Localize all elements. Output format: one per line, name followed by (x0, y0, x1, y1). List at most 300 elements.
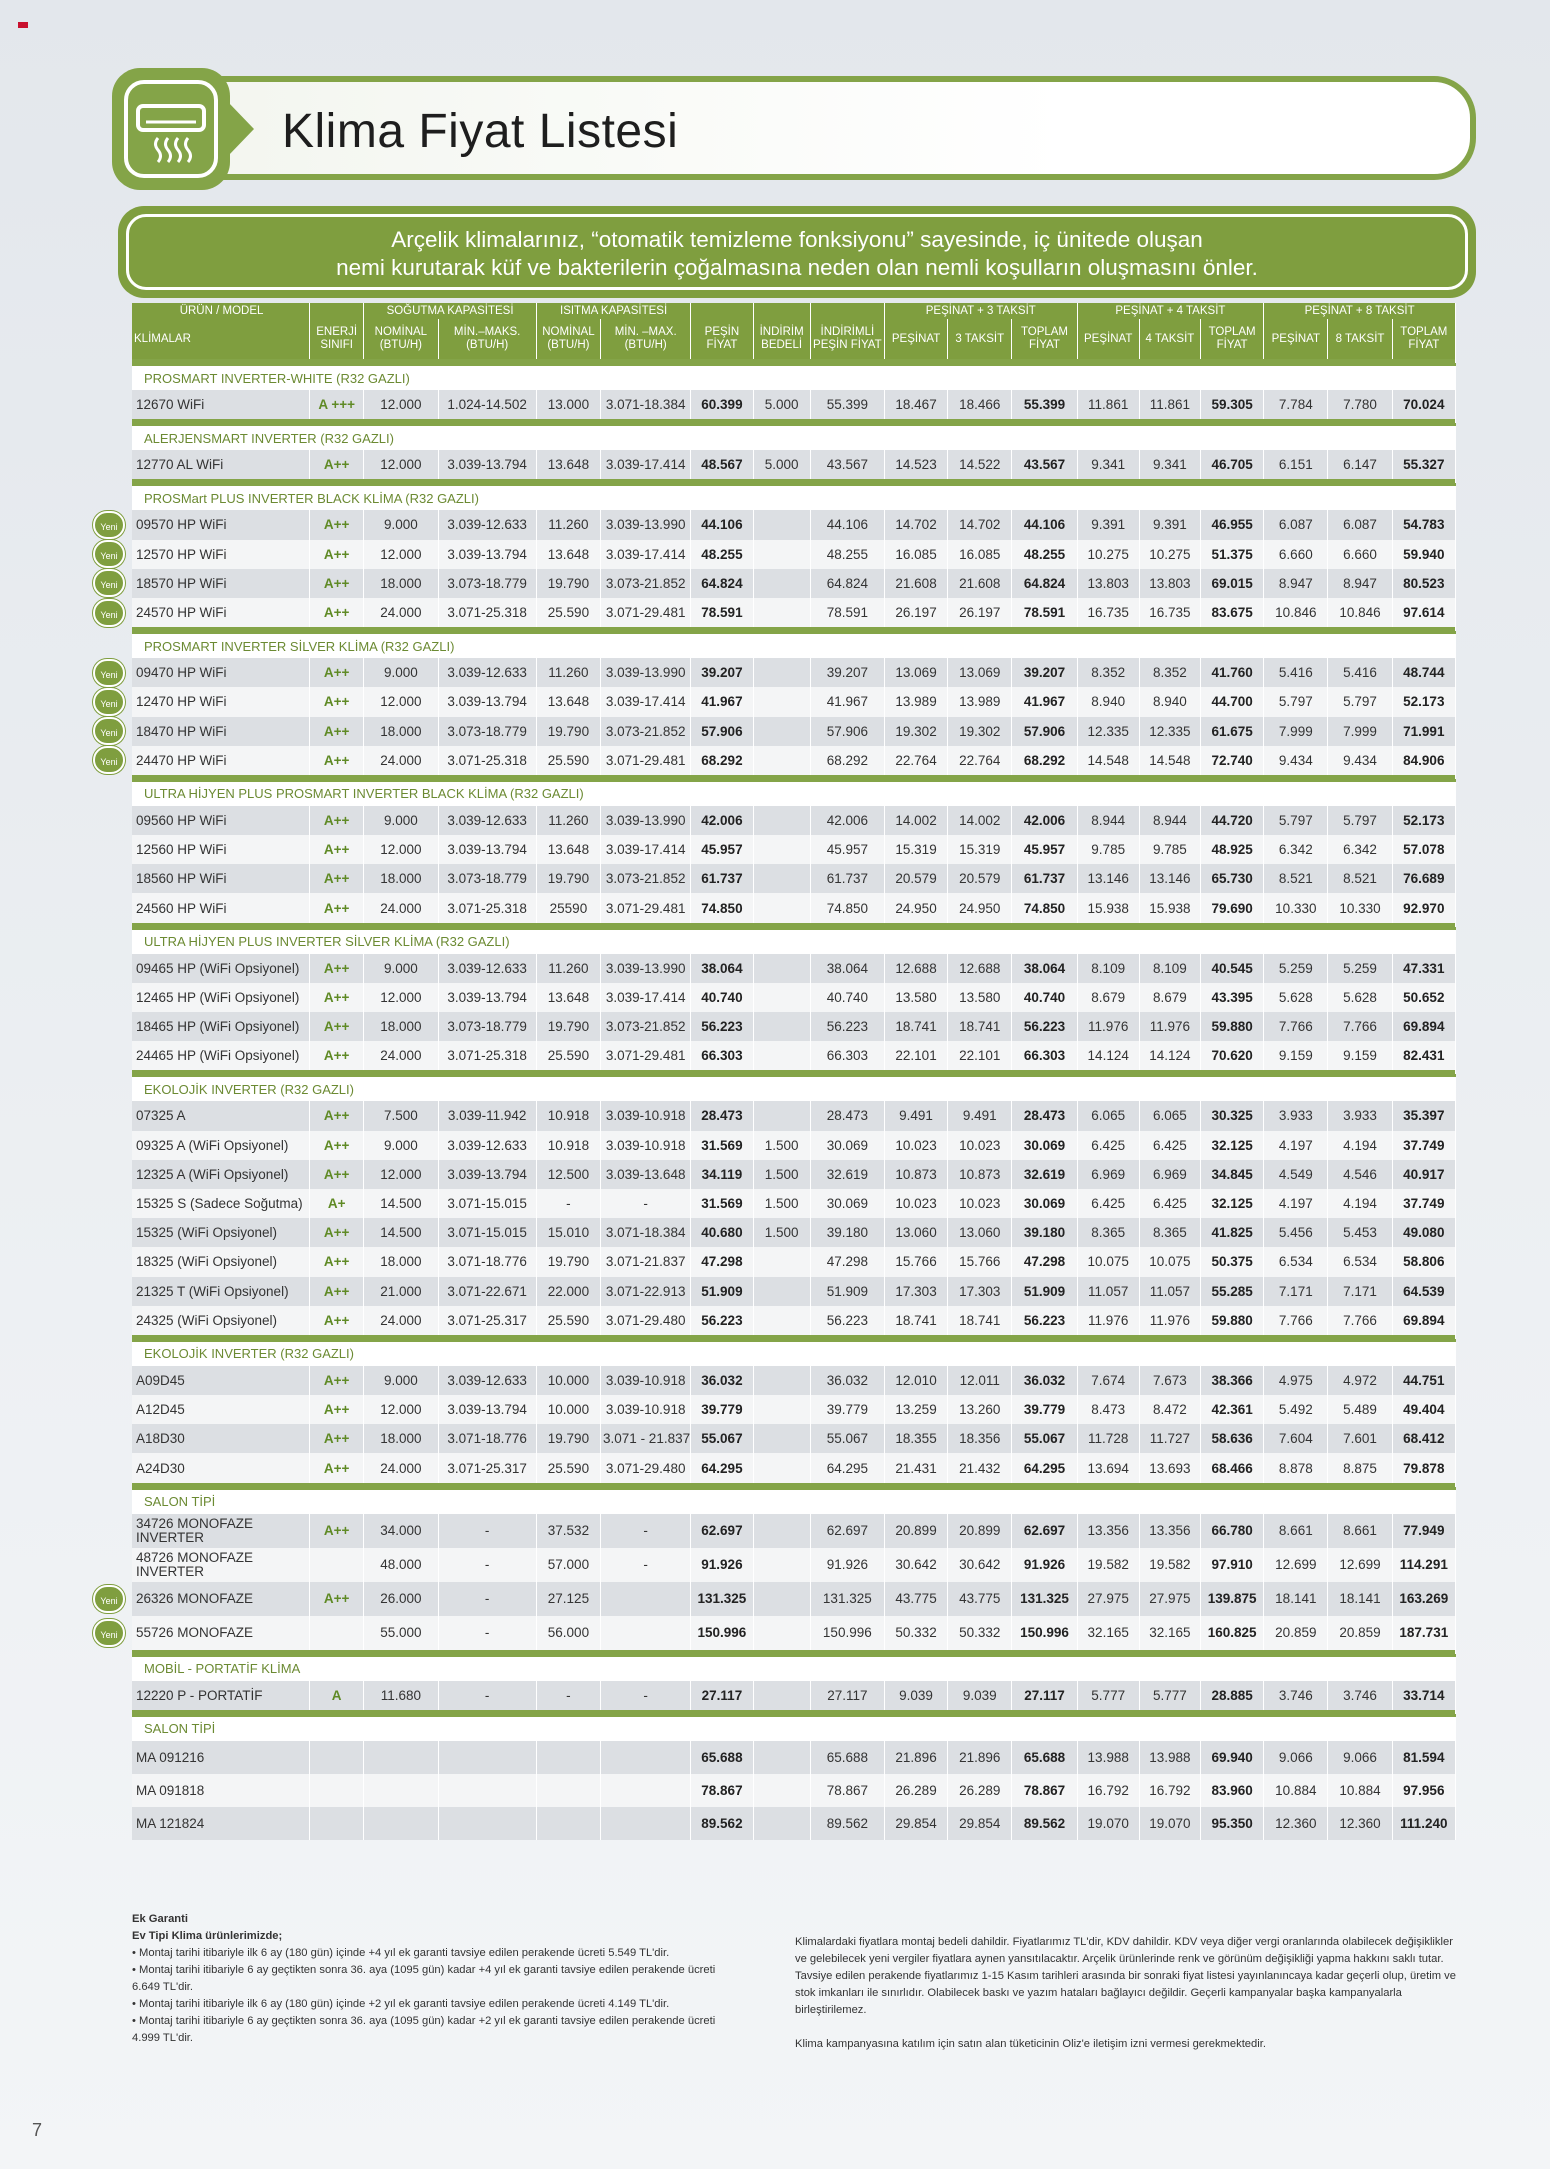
warranty-item: • Montaj tarihi itibariyle 6 ay geçtikten sonra 36. aya (1095 gün) kadar +4 yıl ek garanti tavsiye edilen perakende ücreti 6.649 TL'dir. (132, 1964, 716, 1993)
value-cell: 10.330 (1264, 893, 1328, 922)
value-cell: 12.000 (364, 835, 438, 864)
value-cell: 18.141 (1328, 1582, 1392, 1616)
value-cell: 8.679 (1139, 983, 1200, 1012)
value-cell: 70.024 (1392, 390, 1455, 419)
value-cell: 41.967 (1012, 687, 1077, 716)
section-title: PROSMART INVERTER SİLVER KLİMA (R32 GAZLI) (132, 633, 1456, 659)
value-cell: 45.957 (691, 835, 753, 864)
value-cell: 9.159 (1328, 1041, 1392, 1070)
energy-class-cell: A++ (310, 954, 364, 983)
value-cell: 3.039-12.633 (438, 806, 536, 835)
energy-class-cell: A++ (310, 1012, 364, 1041)
value-cell: 9.066 (1264, 1741, 1328, 1774)
value-cell: 30.642 (948, 1548, 1012, 1582)
value-cell: 11.976 (1139, 1306, 1200, 1335)
value-cell: 131.325 (1012, 1582, 1077, 1616)
value-cell: 40.740 (810, 983, 884, 1012)
value-cell: 3.073-21.852 (601, 864, 691, 893)
value-cell: 30.069 (810, 1189, 884, 1218)
column-header: PEŞİNAT (1077, 319, 1139, 359)
column-header: PEŞİNAT (884, 319, 947, 359)
value-cell: 56.000 (536, 1616, 600, 1650)
header-urun-model: ÜRÜN / MODEL (132, 303, 310, 319)
value-cell: 3.039-13.990 (601, 806, 691, 835)
section-title: EKOLOJİK INVERTER (R32 GAZLI) (132, 1076, 1456, 1102)
model-cell: 09325 A (WiFi Opsiyonel) (132, 1131, 310, 1160)
value-cell: 69.894 (1392, 1012, 1455, 1041)
value-cell: 97.910 (1201, 1548, 1264, 1582)
table-row (132, 1012, 1456, 1041)
value-cell: 44.751 (1392, 1366, 1455, 1395)
value-cell: 7.674 (1077, 1366, 1139, 1395)
new-badge: Yeni (93, 688, 125, 716)
banner-line-1: Arçelik klimalarınız, “otomatik temizleme fonksiyonu” sayesinde, iç ünitede oluşan (391, 227, 1203, 252)
value-cell: 18.000 (364, 864, 438, 893)
value-cell: 8.661 (1264, 1514, 1328, 1548)
value-cell: 12.699 (1264, 1548, 1328, 1582)
section-title-row (132, 1715, 1456, 1741)
value-cell: 16.085 (884, 540, 947, 569)
value-cell: 3.039-17.414 (601, 450, 691, 479)
model-cell: 12770 AL WiFi (132, 450, 310, 479)
value-cell: 22.101 (884, 1041, 947, 1070)
value-cell: 44.106 (691, 510, 753, 539)
value-cell: 6.969 (1077, 1160, 1139, 1189)
value-cell: 79.690 (1201, 893, 1264, 922)
column-header: TOPLAM FİYAT (1201, 319, 1264, 359)
value-cell (753, 1807, 810, 1840)
value-cell: 41.967 (691, 687, 753, 716)
value-cell (753, 893, 810, 922)
value-cell: 9.785 (1077, 835, 1139, 864)
value-cell (536, 1807, 600, 1840)
value-cell: 25.590 (536, 1453, 600, 1482)
value-cell: 7.766 (1264, 1012, 1328, 1041)
energy-class-cell: A++ (310, 658, 364, 687)
table-row (132, 1616, 1456, 1650)
info-banner (118, 206, 1476, 298)
value-cell: 12.688 (948, 954, 1012, 983)
value-cell: 39.779 (1012, 1395, 1077, 1424)
value-cell: 3.039-12.633 (438, 1366, 536, 1395)
value-cell: 10.075 (1077, 1247, 1139, 1276)
value-cell: 5.797 (1264, 687, 1328, 716)
energy-class-cell: A++ (310, 569, 364, 598)
value-cell: 83.960 (1201, 1774, 1264, 1807)
value-cell: 28.473 (1012, 1101, 1077, 1130)
value-cell: 3.071-22.913 (601, 1277, 691, 1306)
value-cell: 5.453 (1328, 1218, 1392, 1247)
value-cell: 22.000 (536, 1277, 600, 1306)
energy-class-cell: A++ (310, 746, 364, 775)
table-row (132, 1366, 1456, 1395)
value-cell: 64.295 (1012, 1453, 1077, 1482)
value-cell: 32.165 (1139, 1616, 1200, 1650)
value-cell: 15.766 (884, 1247, 947, 1276)
value-cell: 114.291 (1392, 1548, 1455, 1582)
new-badge: Yeni (93, 1619, 125, 1647)
value-cell: 20.899 (948, 1514, 1012, 1548)
value-cell: 66.303 (810, 1041, 884, 1070)
value-cell: 6.969 (1139, 1160, 1200, 1189)
value-cell: 74.850 (691, 893, 753, 922)
table-row (132, 1514, 1456, 1548)
new-badge: Yeni (93, 569, 125, 597)
value-cell: 10.846 (1264, 598, 1328, 627)
value-cell: 5.492 (1264, 1395, 1328, 1424)
value-cell: 3.071-25.317 (438, 1306, 536, 1335)
value-cell: 3.039-12.633 (438, 510, 536, 539)
table-row (132, 717, 1456, 746)
value-cell: 5.797 (1328, 687, 1392, 716)
value-cell: 3.071-18.776 (438, 1424, 536, 1453)
value-cell: 8.940 (1077, 687, 1139, 716)
value-cell: 71.991 (1392, 717, 1455, 746)
value-cell: 60.399 (691, 390, 753, 419)
table-row (132, 1774, 1456, 1807)
value-cell: 6.660 (1328, 540, 1392, 569)
value-cell (753, 540, 810, 569)
value-cell: 29.854 (948, 1807, 1012, 1840)
column-header: 4 TAKSİT (1139, 319, 1200, 359)
value-cell: 24.000 (364, 893, 438, 922)
value-cell: 8.944 (1139, 806, 1200, 835)
value-cell: 3.071-18.776 (438, 1247, 536, 1276)
value-cell: 66.303 (1012, 1041, 1077, 1070)
value-cell: - (601, 1189, 691, 1218)
value-cell: 65.688 (1012, 1741, 1077, 1774)
section-title: ALERJENSMART INVERTER (R32 GAZLI) (132, 425, 1456, 451)
value-cell: 54.783 (1392, 510, 1455, 539)
value-cell: 4.194 (1328, 1131, 1392, 1160)
table-row (132, 1582, 1456, 1616)
value-cell: 36.032 (691, 1366, 753, 1395)
value-cell (753, 1395, 810, 1424)
value-cell: 21.608 (884, 569, 947, 598)
value-cell: 7.999 (1328, 717, 1392, 746)
value-cell: 78.591 (810, 598, 884, 627)
value-cell: 4.194 (1328, 1189, 1392, 1218)
value-cell: 40.740 (691, 983, 753, 1012)
value-cell: 13.648 (536, 687, 600, 716)
new-badge: Yeni (93, 717, 125, 745)
value-cell: 47.331 (1392, 954, 1455, 983)
value-cell: 89.562 (810, 1807, 884, 1840)
value-cell: 1.500 (753, 1131, 810, 1160)
value-cell: 9.039 (884, 1681, 947, 1710)
value-cell: 3.933 (1328, 1101, 1392, 1130)
value-cell: 16.792 (1139, 1774, 1200, 1807)
energy-class-cell: A++ (310, 1247, 364, 1276)
value-cell: 15.010 (536, 1218, 600, 1247)
page-number: 7 (32, 2120, 43, 2140)
value-cell: 3.039-12.633 (438, 954, 536, 983)
value-cell: 9.434 (1328, 746, 1392, 775)
model-cell: 12560 HP WiFi (132, 835, 310, 864)
value-cell: 13.146 (1139, 864, 1200, 893)
value-cell: 40.917 (1392, 1160, 1455, 1189)
value-cell: 12.010 (884, 1366, 947, 1395)
value-cell: 28.473 (810, 1101, 884, 1130)
value-cell: 78.591 (1012, 598, 1077, 627)
value-cell: 11.861 (1139, 390, 1200, 419)
value-cell: 14.500 (364, 1218, 438, 1247)
model-cell: 12670 WiFi (132, 390, 310, 419)
value-cell: 21.608 (948, 569, 1012, 598)
value-cell: 5.456 (1264, 1218, 1328, 1247)
value-cell: 11.727 (1139, 1424, 1200, 1453)
value-cell: 56.223 (1012, 1012, 1077, 1041)
warranty-title: Ek Garanti (132, 1913, 188, 1925)
value-cell: 10.275 (1139, 540, 1200, 569)
value-cell: 55.327 (1392, 450, 1455, 479)
column-header: KLİMALAR (132, 319, 310, 359)
value-cell: 187.731 (1392, 1616, 1455, 1650)
value-cell (753, 1101, 810, 1130)
value-cell: - (438, 1616, 536, 1650)
value-cell: 59.305 (1201, 390, 1264, 419)
value-cell (753, 1424, 810, 1453)
value-cell: 13.693 (1139, 1453, 1200, 1482)
value-cell: 12.335 (1077, 717, 1139, 746)
column-header: İNDİRİMLİ PEŞİN FİYAT (810, 319, 884, 359)
column-header: TOPLAM FİYAT (1392, 319, 1455, 359)
value-cell: 3.039-13.990 (601, 658, 691, 687)
value-cell: 14.500 (364, 1189, 438, 1218)
value-cell: 26.197 (884, 598, 947, 627)
energy-class-cell: A +++ (310, 390, 364, 419)
value-cell: 8.875 (1328, 1453, 1392, 1482)
value-cell: 1.500 (753, 1189, 810, 1218)
value-cell: 31.569 (691, 1189, 753, 1218)
value-cell: 47.298 (1012, 1247, 1077, 1276)
value-cell: 10.023 (884, 1131, 947, 1160)
value-cell: 13.146 (1077, 864, 1139, 893)
value-cell (753, 835, 810, 864)
section-title-row (132, 1076, 1456, 1102)
value-cell: 48.255 (1012, 540, 1077, 569)
value-cell: 27.117 (691, 1681, 753, 1710)
value-cell: 28.885 (1201, 1681, 1264, 1710)
value-cell: 5.777 (1077, 1681, 1139, 1710)
value-cell: 24.000 (364, 598, 438, 627)
value-cell: 6.065 (1077, 1101, 1139, 1130)
value-cell: 3.039-17.414 (601, 835, 691, 864)
value-cell: 3.071-29.480 (601, 1306, 691, 1335)
value-cell: 9.000 (364, 806, 438, 835)
value-cell: 14.002 (948, 806, 1012, 835)
value-cell: 19.582 (1077, 1548, 1139, 1582)
value-cell (753, 1741, 810, 1774)
value-cell (753, 1277, 810, 1306)
section-title: SALON TİPİ (132, 1488, 1456, 1514)
value-cell: 24.000 (364, 1041, 438, 1070)
value-cell: 10.275 (1077, 540, 1139, 569)
value-cell: 64.539 (1392, 1277, 1455, 1306)
header-row-groups (132, 303, 1456, 319)
value-cell: 8.521 (1264, 864, 1328, 893)
value-cell: 9.000 (364, 1131, 438, 1160)
value-cell: 11.260 (536, 954, 600, 983)
value-cell: 77.949 (1392, 1514, 1455, 1548)
value-cell: 19.790 (536, 569, 600, 598)
value-cell: 9.000 (364, 510, 438, 539)
value-cell (438, 1741, 536, 1774)
value-cell: 5.000 (753, 390, 810, 419)
value-cell: 18.000 (364, 1424, 438, 1453)
new-badge: Yeni (93, 599, 125, 627)
value-cell: 44.720 (1201, 806, 1264, 835)
value-cell: 13.356 (1139, 1514, 1200, 1548)
value-cell: 95.350 (1201, 1807, 1264, 1840)
value-cell: 37.532 (536, 1514, 600, 1548)
energy-class-cell (310, 1548, 364, 1582)
value-cell: 16.735 (1139, 598, 1200, 627)
value-cell: 68.292 (691, 746, 753, 775)
value-cell: 16.735 (1077, 598, 1139, 627)
value-cell: 131.325 (810, 1582, 884, 1616)
value-cell: 69.940 (1201, 1741, 1264, 1774)
value-cell: 25.590 (536, 1306, 600, 1335)
section-title-row (132, 1340, 1456, 1366)
value-cell: 9.000 (364, 658, 438, 687)
model-cell: 21325 T (WiFi Opsiyonel) (132, 1277, 310, 1306)
model-cell: 18470 HP WiFi (132, 717, 310, 746)
value-cell: 3.746 (1264, 1681, 1328, 1710)
value-cell: 6.534 (1328, 1247, 1392, 1276)
value-cell: 18.000 (364, 1012, 438, 1041)
value-cell: 50.332 (948, 1616, 1012, 1650)
energy-class-cell: A++ (310, 1453, 364, 1482)
value-cell: 10.000 (536, 1366, 600, 1395)
value-cell: 13.580 (884, 983, 947, 1012)
value-cell: 8.878 (1264, 1453, 1328, 1482)
value-cell: 32.125 (1201, 1131, 1264, 1160)
new-badge: Yeni (93, 1585, 125, 1613)
value-cell: 6.425 (1077, 1189, 1139, 1218)
value-cell: 56.223 (810, 1306, 884, 1335)
value-cell: 13.988 (1077, 1741, 1139, 1774)
value-cell: 8.352 (1139, 658, 1200, 687)
value-cell: 66.780 (1201, 1514, 1264, 1548)
value-cell: 10.023 (884, 1189, 947, 1218)
value-cell: 57.078 (1392, 835, 1455, 864)
value-cell: 3.071-29.481 (601, 746, 691, 775)
value-cell: 69.015 (1201, 569, 1264, 598)
value-cell: 4.975 (1264, 1366, 1328, 1395)
energy-class-cell: A++ (310, 983, 364, 1012)
value-cell: 7.784 (1264, 390, 1328, 419)
value-cell: 38.064 (810, 954, 884, 983)
value-cell: 27.125 (536, 1582, 600, 1616)
energy-class-cell: A++ (310, 1582, 364, 1616)
value-cell: 3.073-18.779 (438, 569, 536, 598)
value-cell (601, 1582, 691, 1616)
value-cell: 15.938 (1139, 893, 1200, 922)
value-cell: 89.562 (691, 1807, 753, 1840)
value-cell: 4.972 (1328, 1366, 1392, 1395)
energy-class-cell: A++ (310, 1277, 364, 1306)
value-cell: - (536, 1681, 600, 1710)
energy-class-cell: A++ (310, 806, 364, 835)
value-cell: 13.648 (536, 983, 600, 1012)
value-cell (601, 1807, 691, 1840)
value-cell: 91.926 (1012, 1548, 1077, 1582)
banner-line-2: nemi kurutarak küf ve bakterilerin çoğalmasına neden olan nemli koşulların oluşmasını önler. (336, 255, 1258, 280)
value-cell: 5.259 (1264, 954, 1328, 983)
warranty-item: • Montaj tarihi itibariyle ilk 6 ay (180 gün) içinde +2 yıl ek garanti tavsiye edilen perakende ücreti 4.149 TL'dir. (132, 1998, 670, 2010)
value-cell: 40.545 (1201, 954, 1264, 983)
value-cell: 28.473 (691, 1101, 753, 1130)
value-cell: 6.660 (1264, 540, 1328, 569)
value-cell: 56.223 (810, 1012, 884, 1041)
model-cell: 26326 MONOFAZE (132, 1582, 310, 1616)
header-isitma: ISITMA KAPASİTESİ (536, 303, 691, 319)
value-cell: 3.073-21.852 (601, 717, 691, 746)
value-cell: 18.141 (1264, 1582, 1328, 1616)
value-cell: 91.926 (691, 1548, 753, 1582)
air-conditioner-icon (112, 68, 230, 190)
column-header: 3 TAKSİT (948, 319, 1012, 359)
energy-class-cell: A+ (310, 1189, 364, 1218)
value-cell (438, 1774, 536, 1807)
value-cell: 27.117 (1012, 1681, 1077, 1710)
value-cell: 9.341 (1139, 450, 1200, 479)
value-cell: 46.955 (1201, 510, 1264, 539)
value-cell: 16.085 (948, 540, 1012, 569)
value-cell: 39.207 (1012, 658, 1077, 687)
value-cell: 44.700 (1201, 687, 1264, 716)
value-cell: 11.057 (1077, 1277, 1139, 1306)
value-cell: 37.749 (1392, 1131, 1455, 1160)
table-row (132, 390, 1456, 419)
value-cell: 9.159 (1264, 1041, 1328, 1070)
value-cell: - (601, 1681, 691, 1710)
value-cell: 3.039-13.794 (438, 450, 536, 479)
energy-class-cell (310, 1616, 364, 1650)
table-row (132, 954, 1456, 983)
value-cell: 7.171 (1328, 1277, 1392, 1306)
table-row (132, 1681, 1456, 1710)
value-cell: 62.697 (691, 1514, 753, 1548)
section-title-row (132, 365, 1456, 391)
page-title: Klima Fiyat Listesi (282, 105, 679, 158)
value-cell: 48.925 (1201, 835, 1264, 864)
model-cell: A24D30 (132, 1453, 310, 1482)
value-cell: 5.000 (753, 450, 810, 479)
value-cell: 163.269 (1392, 1582, 1455, 1616)
value-cell: - (601, 1514, 691, 1548)
value-cell: 10.873 (948, 1160, 1012, 1189)
value-cell: 12.000 (364, 390, 438, 419)
value-cell: 47.298 (691, 1247, 753, 1276)
value-cell: 20.579 (948, 864, 1012, 893)
value-cell: 10.918 (536, 1101, 600, 1130)
value-cell: 150.996 (691, 1616, 753, 1650)
value-cell: 3.071-22.671 (438, 1277, 536, 1306)
value-cell: - (438, 1514, 536, 1548)
value-cell: 19.790 (536, 1247, 600, 1276)
model-cell: 24570 HP WiFi (132, 598, 310, 627)
value-cell (753, 1681, 810, 1710)
value-cell: 3.071-29.481 (601, 598, 691, 627)
value-cell (753, 598, 810, 627)
legal-notes (795, 1934, 1457, 2053)
section-title-row (132, 928, 1456, 954)
value-cell: 13.988 (1139, 1741, 1200, 1774)
value-cell: 3.071-25.318 (438, 746, 536, 775)
value-cell: 13.069 (884, 658, 947, 687)
